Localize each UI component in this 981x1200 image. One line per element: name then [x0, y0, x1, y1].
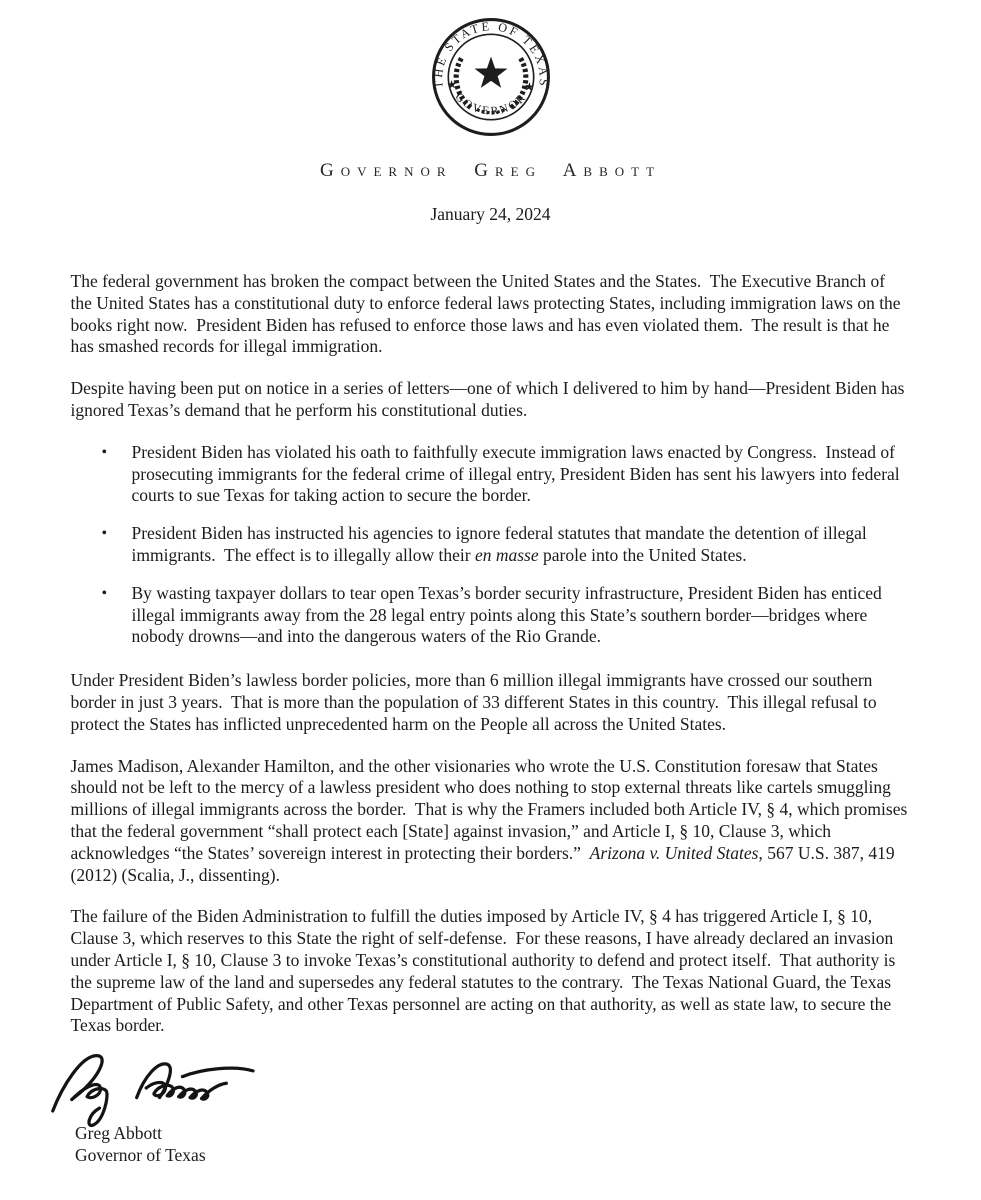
letter-body — [71, 225, 911, 1037]
en-masse-italic: en masse — [474, 544, 539, 565]
bullet-text-oath: President Biden has violated his oath to faithfully execute immigration laws enacted by Congress. Instead of prosecuting immigrants for the federal crime of illegal entry, President Biden has sent his lawyers into federal courts to sue Texas for taking action to secure the border. — [131, 441, 905, 506]
paragraph-framers — [71, 756, 911, 887]
seal-top-text: THE STATE OF TEXAS — [430, 19, 551, 90]
letter-date: January 24, 2024 — [430, 204, 551, 224]
framers-segment: James Madison, Alexander Hamilton, and the other visionaries who wrote the U.S. Constitution foresaw that States should not be left to the mercy of a lawless president who does nothing to stop external threats like cartels smuggling millions of illegal immigrants across the border. That is why the Framers included both Article IV, § 4, which promises that the federal government “shall protect each [State] against invasion,” and Article I, § 10, Clause 3, which acknowledges “the States’ sovereign interest in protecting their borders.” — [70, 755, 912, 863]
framers-segment: , 567 U.S. 387, 419 (2012) (Scalia, J., dissenting). — [70, 842, 899, 885]
texas-governor-seal-icon — [430, 16, 552, 138]
bullet2-segment: President Biden has instructed his agencies to ignore federal statutes that mandate the detention of illegal immigrants. The effect is to illegally allow their — [131, 523, 872, 565]
bullet-icon: • — [101, 525, 108, 543]
bullet-icon: • — [101, 443, 108, 461]
letterhead-title: Governor Greg Abbott — [319, 160, 662, 181]
paragraph-self-defense: The failure of the Biden Administration to fulfill the duties imposed by Article IV, § 4 has triggered Article I, § 10, Clause 3, which reserves to this State the right of self-defense. For these reasons, I have already declared an invasion under Article I, § 10, Clause 3 to invoke Texas’s constitutional authority to defend and protect itself. That authority is the supreme law of the land and supersedes any federal statutes to the contrary. The Texas National Guard, the Texas Department of Public Safety, and other Texas personnel are acting on that authority, as well as state law, to secure the Texas border. — [70, 906, 900, 1036]
bullet-text-detention — [132, 523, 911, 567]
signature-block — [46, 1048, 366, 1166]
svg-text:★ GOVERNOR ★ — [443, 77, 538, 117]
seal-star-icon — [474, 57, 507, 88]
paragraph-six-million: Under President Biden’s lawless border policies, more than 6 million illegal immigrants have crossed our southern border in just 3 years. That is more than the population of 33 different States in this country. This illegal refusal to protect the States has inflicted unprecedented harm on the People all across the United States. — [70, 670, 882, 734]
list-item — [102, 442, 911, 507]
case-citation: Arizona v. United States — [589, 842, 759, 863]
paragraph-notice-letters: Despite having been put on notice in a series of letters—one of which I delivered to him by hand—President Biden has ignored Texas’s demand that he perform his constitutional duties. — [70, 378, 909, 420]
list-item — [102, 523, 911, 567]
list-item — [102, 583, 911, 648]
bullet-icon: • — [101, 584, 108, 602]
grievance-list — [71, 442, 911, 648]
signatory-name: Greg Abbott — [75, 1123, 163, 1143]
paragraph-broken-compact: The federal government has broken the compact between the United States and the States. The Executive Branch of the United States has a constitutional duty to enforce federal laws protecting States, including immigration laws on the books right now. President Biden has refused to enforce those laws and has even violated them. The result is that he has smashed records for illegal immigration. — [70, 271, 905, 357]
signatory-title: Governor of Texas — [75, 1145, 206, 1165]
signature-greg-abbott-icon — [46, 1048, 296, 1130]
letterhead — [0, 0, 981, 225]
bullet-text-infrastructure: By wasting taxpayer dollars to tear open Texas’s border security infrastructure, President Biden has enticed illegal immigrants away from the 28 legal entry points along this State’s southern border—bridges where nobody drowns—and into the dangerous waters of the Rio Grande. — [131, 582, 887, 647]
bullet2-segment: parole into the United States. — [538, 544, 747, 565]
seal-bottom-text: ★ GOVERNOR ★ — [442, 77, 539, 118]
